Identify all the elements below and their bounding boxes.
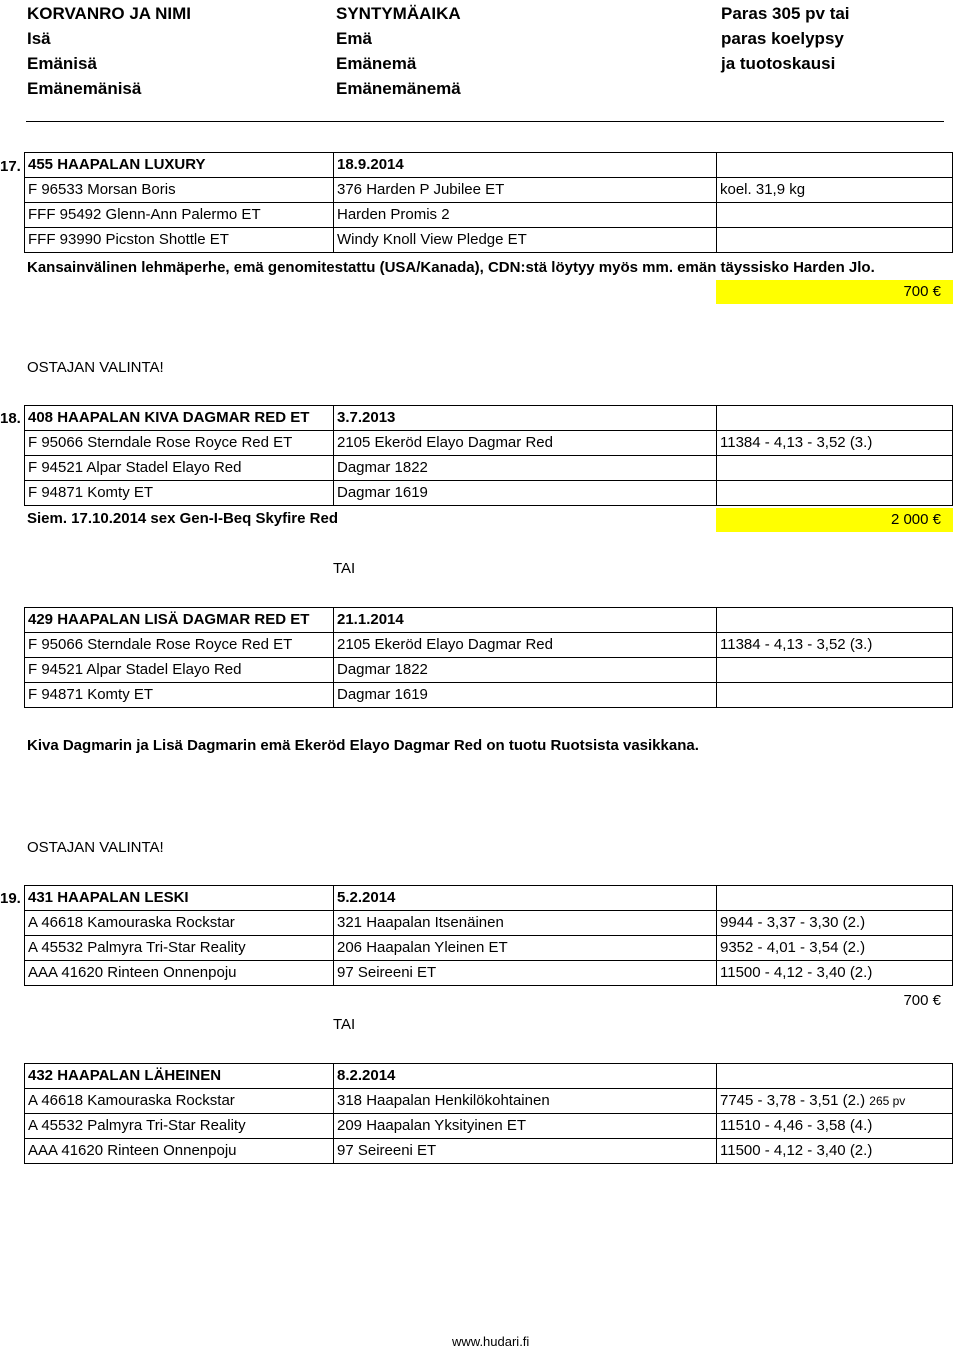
empty-cell <box>716 202 953 227</box>
production: 9352 - 4,01 - 3,54 (2.) <box>716 935 953 960</box>
maternal-grandsire: A 45532 Palmyra Tri-Star Reality <box>24 1113 333 1138</box>
great-granddam: Windy Knoll View Pledge ET <box>333 227 716 253</box>
animal-title: 431 HAAPALAN LESKI <box>24 885 333 910</box>
production <box>716 1088 953 1113</box>
great-granddam: 97 Seireeni ET <box>333 960 716 986</box>
or-label: TAI <box>333 1016 356 1033</box>
great-granddam: Dagmar 1619 <box>333 480 716 506</box>
production-value: 7745 - 3,78 - 3,51 (2.) <box>720 1092 866 1109</box>
header-col2 <box>336 1 461 101</box>
sire: F 96533 Morsan Boris <box>24 177 333 202</box>
dam: 376 Harden P Jubilee ET <box>333 177 716 202</box>
empty-cell <box>716 885 953 910</box>
birth-date: 5.2.2014 <box>333 885 716 910</box>
header-divider <box>26 121 944 122</box>
empty-cell <box>716 682 953 708</box>
empty-cell <box>716 227 953 253</box>
or-label: TAI <box>333 560 356 577</box>
birth-date: 8.2.2014 <box>333 1063 716 1088</box>
entry-number: 19. <box>0 890 21 907</box>
sire: F 95066 Sterndale Rose Royce Red ET <box>24 430 333 455</box>
production: 9944 - 3,37 - 3,30 (2.) <box>716 910 953 935</box>
animal-title: 455 HAAPALAN LUXURY <box>24 152 333 177</box>
empty-cell <box>716 657 953 682</box>
dam: 318 Haapalan Henkilökohtainen <box>333 1088 716 1113</box>
buyer-choice: OSTAJAN VALINTA! <box>27 359 164 376</box>
granddam: Dagmar 1822 <box>333 455 716 480</box>
header-label: Emä <box>336 29 372 48</box>
great-grandsire: AAA 41620 Rinteen Onnenpoju <box>24 960 333 986</box>
maternal-grandsire: F 94521 Alpar Stadel Elayo Red <box>24 455 333 480</box>
header-label: Emänemänisä <box>27 79 142 98</box>
entry-number: 18. <box>0 410 21 427</box>
granddam: Dagmar 1822 <box>333 657 716 682</box>
header-col1 <box>27 1 191 101</box>
empty-cell <box>716 152 953 177</box>
dam: 321 Haapalan Itsenäinen <box>333 910 716 935</box>
granddam: 206 Haapalan Yleinen ET <box>333 935 716 960</box>
animal-title: 408 HAAPALAN KIVA DAGMAR RED ET <box>24 405 333 430</box>
header-label: KORVANRO JA NIMI <box>27 4 192 23</box>
header-label: Emänemänemä <box>336 79 461 98</box>
entry-note: Kansainvälinen lehmäperhe, emä genomitestattu (USA/Kanada), CDN:stä löytyy myös mm. emän täyssisko Harden Jlo. <box>27 259 875 276</box>
dam: 2105 Ekeröd Elayo Dagmar Red <box>333 430 716 455</box>
great-grandsire: F 94871 Komty ET <box>24 480 333 506</box>
empty-cell <box>716 607 953 632</box>
empty-cell <box>716 405 953 430</box>
great-grandsire: F 94871 Komty ET <box>24 682 333 708</box>
birth-date: 3.7.2013 <box>333 405 716 430</box>
sire: A 46618 Kamouraska Rockstar <box>24 910 333 935</box>
birth-date: 18.9.2014 <box>333 152 716 177</box>
price-tag: 700 € <box>903 992 941 1009</box>
entry-note: Siem. 17.10.2014 sex Gen-I-Beq Skyfire Red <box>27 510 338 527</box>
header-label: paras koelypsy <box>721 29 844 48</box>
great-granddam: 97 Seireeni ET <box>333 1138 716 1164</box>
animal-title: 429 HAAPALAN LISÄ DAGMAR RED ET <box>24 607 333 632</box>
header-label: Emänisä <box>27 54 97 73</box>
dam: 2105 Ekeröd Elayo Dagmar Red <box>333 632 716 657</box>
header-label: Isä <box>27 29 51 48</box>
buyer-choice: OSTAJAN VALINTA! <box>27 839 164 856</box>
production: 11500 - 4,12 - 3,40 (2.) <box>716 1138 953 1164</box>
maternal-grandsire: F 94521 Alpar Stadel Elayo Red <box>24 657 333 682</box>
great-grandsire: AAA 41620 Rinteen Onnenpoju <box>24 1138 333 1164</box>
header-col3 <box>721 1 850 76</box>
animal-title: 432 HAAPALAN LÄHEINEN <box>24 1063 333 1088</box>
maternal-grandsire: FFF 95492 Glenn-Ann Palermo ET <box>24 202 333 227</box>
entry-note: Kiva Dagmarin ja Lisä Dagmarin emä Ekeröd Elayo Dagmar Red on tuotu Ruotsista vasikkana. <box>27 737 699 754</box>
lactation-days: 265 pv <box>869 1094 906 1108</box>
production: 11384 - 4,13 - 3,52 (3.) <box>716 430 953 455</box>
great-granddam: Dagmar 1619 <box>333 682 716 708</box>
granddam: Harden Promis 2 <box>333 202 716 227</box>
footer-url[interactable]: www.hudari.fi <box>452 1334 530 1349</box>
entry-number: 17. <box>0 158 21 175</box>
header-label: ja tuotoskausi <box>721 54 836 73</box>
birth-date: 21.1.2014 <box>333 607 716 632</box>
price-tag: 2 000 € <box>716 508 953 532</box>
header-label: Paras 305 pv tai <box>721 4 850 23</box>
production: 11384 - 4,13 - 3,52 (3.) <box>716 632 953 657</box>
production: 11510 - 4,46 - 3,58 (4.) <box>716 1113 953 1138</box>
empty-cell <box>716 1063 953 1088</box>
sire: A 46618 Kamouraska Rockstar <box>24 1088 333 1113</box>
great-grandsire: FFF 93990 Picston Shottle ET <box>24 227 333 253</box>
production: 11500 - 4,12 - 3,40 (2.) <box>716 960 953 986</box>
price-tag: 700 € <box>716 280 953 304</box>
header-label: SYNTYMÄAIKA <box>336 4 461 23</box>
empty-cell <box>716 455 953 480</box>
empty-cell <box>716 480 953 506</box>
production: koel. 31,9 kg <box>716 177 953 202</box>
header-label: Emänemä <box>336 54 417 73</box>
sire: F 95066 Sterndale Rose Royce Red ET <box>24 632 333 657</box>
maternal-grandsire: A 45532 Palmyra Tri-Star Reality <box>24 935 333 960</box>
granddam: 209 Haapalan Yksityinen ET <box>333 1113 716 1138</box>
